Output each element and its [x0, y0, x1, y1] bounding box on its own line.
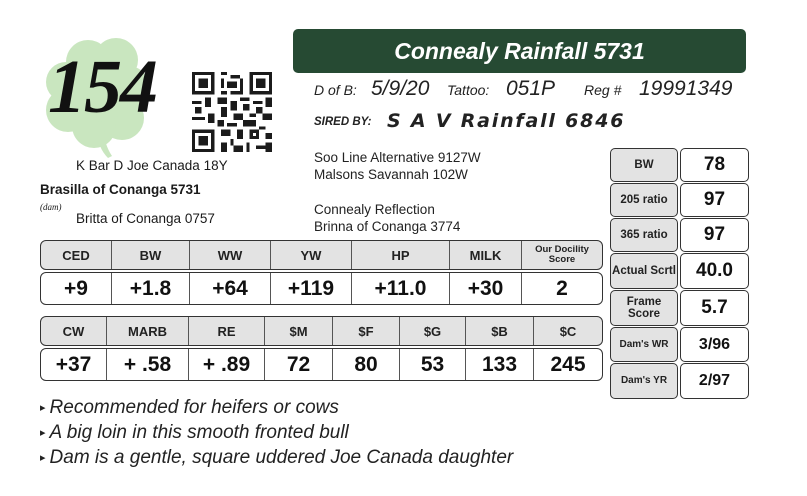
- sired-by-label: SIRED BY:: [314, 116, 372, 128]
- epd-table-2-header: [40, 316, 603, 346]
- bullet-triangle-icon: ▸: [40, 452, 46, 464]
- epd-value-hp: +11.0: [352, 273, 450, 304]
- epd-header-ced: CED: [41, 241, 112, 269]
- epd-header-ww: WW: [190, 241, 271, 269]
- epd-table-2-values: [40, 348, 603, 381]
- sire-name: S A V Rainfall 6846: [387, 110, 626, 132]
- epd-value-re: + .89: [189, 349, 265, 380]
- note-text: Recommended for heifers or cows: [49, 397, 339, 418]
- stat-row-dams-yr: [610, 363, 749, 399]
- stat-row-205-ratio: [610, 183, 749, 217]
- epd-header-dollar-c: $C: [559, 323, 577, 339]
- epd-value-docility: 2: [556, 276, 568, 300]
- note-text: Dam is a gentle, square uddered Joe Canada daughter: [49, 447, 514, 468]
- pedigree-dam-sire: K Bar D Joe Canada 18Y: [76, 158, 228, 173]
- dob-label: D of B:: [314, 82, 357, 98]
- stat-label-dams-wr: Dam's WR: [610, 327, 678, 362]
- lot-number: 154: [48, 45, 156, 129]
- stat-label-205-ratio: 205 ratio: [610, 183, 678, 217]
- pedigree-dam-dam-sire: Connealy Reflection: [314, 202, 435, 217]
- stat-row-dams-wr: [610, 327, 749, 362]
- tattoo-value: 051P: [506, 77, 556, 100]
- stat-row-actual-scrtl: [610, 253, 749, 289]
- epd-table-1: [40, 240, 603, 307]
- epd-value-yw: +119: [271, 273, 352, 304]
- stat-value-205-ratio: 97: [680, 183, 749, 217]
- stat-value-dams-yr: 2/97: [680, 363, 749, 399]
- epd-header-dollar-b: $B: [466, 317, 534, 345]
- bullet-triangle-icon: ▸: [40, 402, 46, 414]
- epd-table-1-values: [40, 272, 603, 305]
- pedigree-dam: Brasilla of Conanga 5731: [40, 182, 201, 197]
- note-text: A big loin in this smooth fronted bull: [49, 422, 349, 443]
- epd-value-bw: +1.8: [112, 273, 190, 304]
- epd-header-milk: MILK: [450, 241, 522, 269]
- tattoo-label: Tattoo:: [447, 82, 490, 98]
- stat-row-365-ratio: [610, 218, 749, 252]
- epd-header-yw: YW: [271, 241, 352, 269]
- pedigree-sire-dam: Malsons Savannah 102W: [314, 167, 468, 182]
- reg-label: Reg #: [584, 82, 622, 98]
- pedigree-sire-sire: Soo Line Alternative 9127W: [314, 150, 481, 165]
- stat-label-365-ratio: 365 ratio: [610, 218, 678, 252]
- dob-value: 5/9/20: [371, 77, 430, 100]
- stat-row-bw: [610, 148, 749, 182]
- animal-name-banner: Connealy Rainfall 5731: [293, 29, 746, 73]
- note-item: [40, 447, 513, 469]
- pedigree-dam-dam-dam: Brinna of Conanga 3774: [314, 219, 461, 234]
- bullet-triangle-icon: ▸: [40, 427, 46, 439]
- epd-value-cw: +37: [41, 349, 107, 380]
- stat-value-365-ratio: 97: [680, 218, 749, 252]
- epd-value-dollar-c: 245: [550, 352, 586, 376]
- note-item: [40, 422, 349, 444]
- epd-header-bw: BW: [112, 241, 190, 269]
- reg-value: 19991349: [639, 77, 733, 100]
- epd-value-ced: +9: [41, 273, 112, 304]
- epd-header-hp: HP: [352, 241, 450, 269]
- epd-header-dollar-g: $G: [400, 317, 466, 345]
- stat-value-frame-score: 5.7: [680, 290, 749, 326]
- epd-value-dollar-f: 80: [333, 349, 400, 380]
- epd-value-ww: +64: [190, 273, 271, 304]
- epd-table-2: [40, 316, 603, 383]
- epd-header-dollar-m: $M: [265, 317, 333, 345]
- epd-header-re: RE: [189, 317, 265, 345]
- epd-value-dollar-m: 72: [265, 349, 333, 380]
- epd-table-1-header: [40, 240, 603, 270]
- epd-value-dollar-g: 53: [400, 349, 466, 380]
- epd-value-milk: +30: [450, 273, 522, 304]
- note-item: [40, 397, 339, 419]
- stat-value-dams-wr: 3/96: [680, 327, 749, 362]
- pedigree-dam-dam: Britta of Conanga 0757: [76, 211, 215, 226]
- stat-row-frame-score: [610, 290, 749, 326]
- performance-stats-table: [610, 148, 749, 399]
- stat-label-actual-scrtl: Actual Scrtl: [610, 253, 678, 289]
- qr-code-icon[interactable]: [192, 72, 272, 152]
- epd-value-dollar-b: 133: [466, 349, 534, 380]
- epd-header-cw: CW: [41, 317, 107, 345]
- stat-value-bw: 78: [680, 148, 749, 182]
- stat-value-actual-scrtl: 40.0: [680, 253, 749, 289]
- epd-header-docility: Our Docility Score: [535, 244, 589, 265]
- dam-label: (dam): [40, 202, 62, 212]
- stat-label-dams-yr: Dam's YR: [610, 363, 678, 399]
- epd-value-marb: + .58: [107, 349, 189, 380]
- stat-label-frame-score: Frame Score: [610, 290, 678, 326]
- epd-header-dollar-f: $F: [333, 317, 400, 345]
- stat-label-bw: BW: [610, 148, 678, 182]
- epd-header-marb: MARB: [107, 317, 189, 345]
